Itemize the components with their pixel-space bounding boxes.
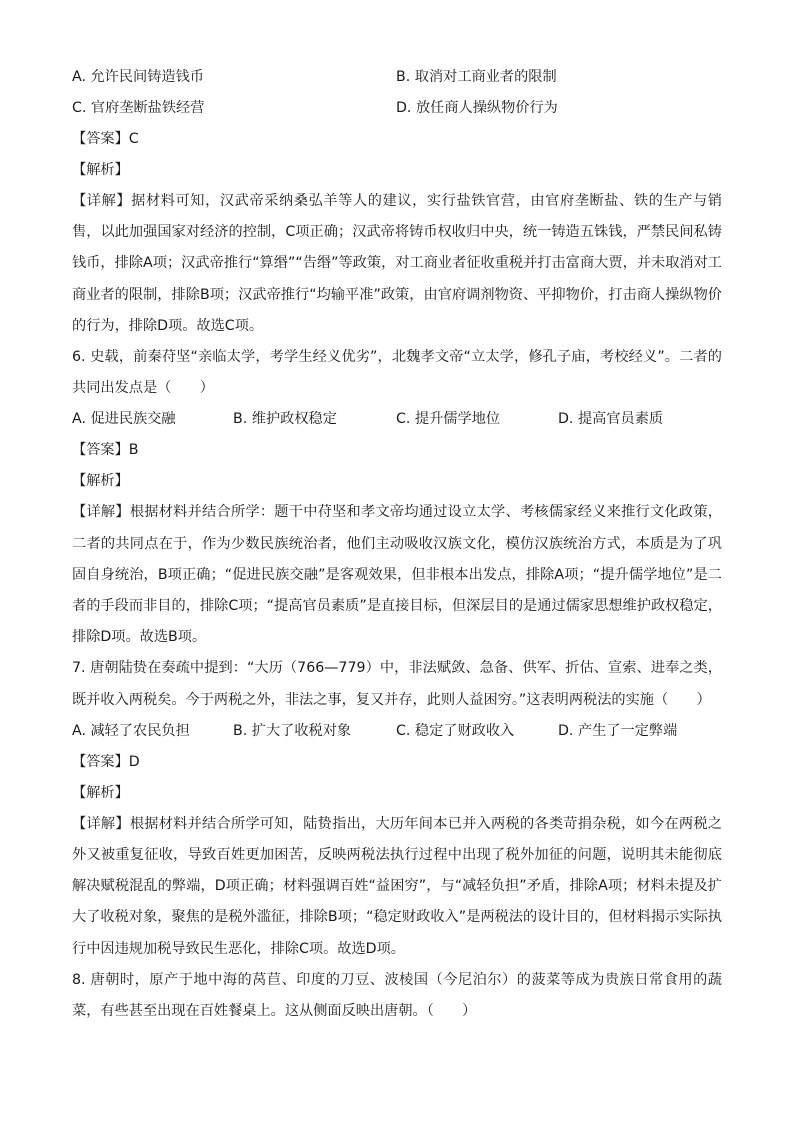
q7-options-row (72, 716, 722, 747)
q5-analysis-heading (72, 155, 722, 186)
q5-option-a: A. 允许民间铸造钱币 (72, 69, 204, 85)
q6-option-b: B. 维护政权稳定 (233, 411, 337, 428)
q5-options-row-2 (72, 93, 722, 124)
analysis-tag: 【解析】 (72, 784, 129, 801)
q6-option-d: D. 提高官员素质 (558, 411, 664, 428)
q5-option-d: D. 放任商人操纵物价行为 (396, 100, 558, 116)
q6-detail (72, 497, 722, 653)
detail-tag: 【详解】 (72, 815, 130, 832)
q6-option-c: C. 提升儒学地位 (396, 411, 501, 428)
q6-options-row (72, 404, 722, 435)
answer-value: D (128, 753, 140, 770)
q7-option-b: B. 扩大了收税对象 (233, 722, 352, 739)
analysis-tag: 【解析】 (72, 162, 129, 178)
q5-detail (72, 186, 722, 342)
detail-text: 据材料可知，汉武帝采纳桑弘羊等人的建议，实行盐铁官营，由官府垄断盐、铁的生产与销售，以此加强国家对经济的控制，C项正确；汉武帝将铸币权收归中央，统一铸造五铢钱，严禁民间私铸钱币，排除A项；汉武帝推行“算缗”“告缗”等政策，对工商业者征收重税并打击富商大贾，并未取消对工商业者的限制，排除B项；汉武帝推行“均输平准”政策，由官府调剂物资、平抑物价，打击商人操纵物价的行为，排除D项。故选C项。 (72, 193, 722, 334)
answer-tag: 【答案】 (72, 442, 129, 459)
q6-stem: 6. 史载，前秦苻坚“亲临太学，考学生经义优劣”，北魏孝文帝“立太学，修孔子庙，考校经义”。二者的共同出发点是（ ） (72, 349, 722, 397)
q6-answer (72, 435, 722, 466)
q7-option-c: C. 稳定了财政收入 (396, 722, 515, 739)
detail-tag: 【详解】 (72, 193, 132, 209)
detail-text: 根据材料并结合所学：题干中苻坚和孝文帝均通过设立太学、考核儒家经义来推行文化政策，二者的共同点在于，作为少数民族统治者，他们主动吸收汉族文化，模仿汉族统治方式，本质是为了巩固自身统治，B项正确；“促进民族交融”是客观效果，但非根本出发点，排除A项；“提升儒学地位”是二者的手段而非目的，排除C项；“提高官员素质”是直接目标，但深层目的是通过儒家思想维护政权稳定，排除D项。故选B项。 (72, 504, 722, 646)
detail-text: 根据材料并结合所学可知，陆贽指出，大历年间本已并入两税的各类苛捐杂税，如今在两税之外又被重复征收，导致百姓更加困苦，反映两税法执行过程中出现了税外加征的问题，说明其未能彻底解决赋税混乱的弊端，D项正确；材料强调百姓“益困穷”，与“减轻负担”矛盾，排除A项；材料未提及扩大了收税对象，聚焦的是税外滥征，排除B项；“稳定财政收入”是两税法的设计目的，但材料揭示实际执行中因违规加税导致民生恶化，排除C项。故选D项。 (72, 815, 722, 957)
answer-tag: 【答案】 (72, 131, 129, 147)
q5-option-c: C. 官府垄断盐铁经营 (72, 100, 205, 116)
q5-option-b: B. 取消对工商业者的限制 (396, 69, 557, 85)
q7-option-d: D. 产生了一定弊端 (558, 722, 678, 739)
q8-stem: 8. 唐朝时，原产于地中海的莴苣、印度的刀豆、波棱国（今尼泊尔）的菠菜等成为贵族日常食用的蔬菜，有些甚至出现在百姓餐桌上。这从侧面反映出唐朝。（ ） (72, 971, 722, 1020)
q5-options-row-1 (72, 62, 722, 93)
q6-option-a: A. 促进民族交融 (72, 411, 176, 428)
q7-option-a: A. 减轻了农民负担 (72, 722, 190, 739)
q7-detail (72, 809, 722, 965)
q7-analysis-heading (72, 778, 722, 809)
q7-stem: 7. 唐朝陆贽在奏疏中提到：“大历（766—779）中，非法赋敛、急备、供军、折估、宣索、进奉之类，既并收入两税矣。今于两税之外，非法之事，复又并存，此则人益困穷。”这表明两税法的实施（ ） (72, 660, 722, 708)
q6-analysis-heading (72, 466, 722, 497)
answer-tag: 【答案】 (72, 753, 129, 770)
detail-tag: 【详解】 (72, 504, 130, 521)
answer-value: B (128, 442, 139, 459)
answer-value: C (128, 131, 139, 147)
q5-answer (72, 124, 722, 155)
q7-answer (72, 747, 722, 778)
analysis-tag: 【解析】 (72, 473, 129, 490)
exam-page (72, 62, 722, 1027)
